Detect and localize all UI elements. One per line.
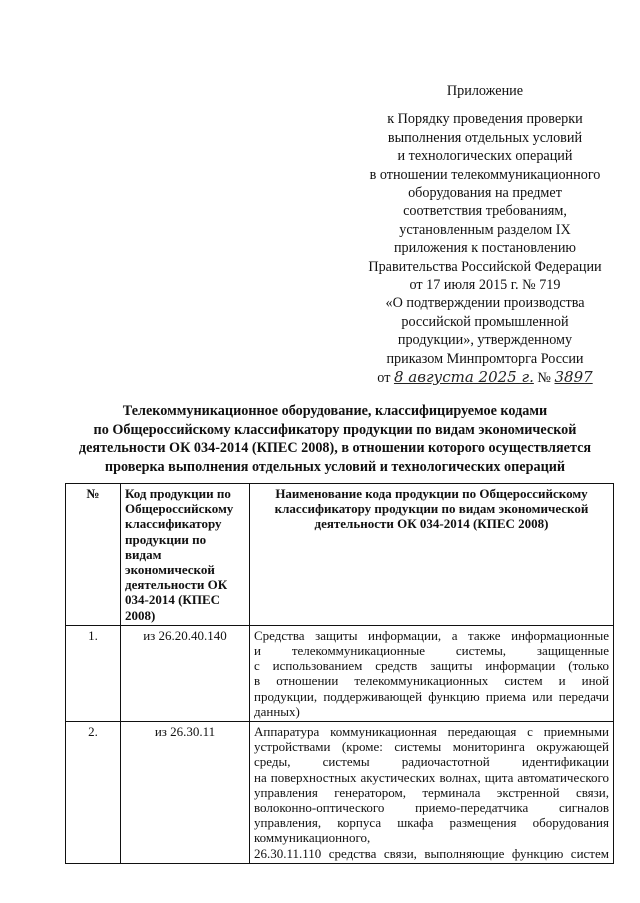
appendix-line: приложения к постановлению bbox=[393, 240, 577, 257]
row-description bbox=[250, 625, 614, 721]
appendix-line: соответствия требованиям, bbox=[403, 203, 567, 220]
header-name: Наименование кода продукции по Общероссийскому классификатору продукции по видам экономической деятельности ОК 034-2014 (КПЕС 2008) bbox=[250, 484, 614, 626]
description-line: управления, корпуса шкафа размещения оборудования bbox=[254, 815, 609, 831]
heading-line: деятельности ОК 034-2014 (КПЕС 2008), в отношении которого осуществляется bbox=[78, 440, 592, 457]
appendix-title: Приложение bbox=[446, 83, 524, 99]
description-line: управления генератором, терминала экстренной связи, bbox=[254, 784, 609, 800]
description-line: данных) bbox=[254, 703, 300, 719]
description-line: и телекоммуникационные системы, защищенные bbox=[254, 643, 609, 659]
appendix-line: российской промышленной bbox=[401, 313, 569, 330]
row-code: из 26.20.40.140 bbox=[121, 625, 250, 721]
description-line: на поверхностных акустических волнах, щита автоматического bbox=[254, 769, 609, 785]
description-line: Средства защиты информации, а также информационные bbox=[254, 627, 609, 643]
table-header-row bbox=[66, 484, 614, 626]
header-code: Код продукции по Общероссийскому классификатору продукции по видам экономической деятельности ОК 034-2014 (КПЕС 2008) bbox=[121, 484, 250, 626]
appendix-block bbox=[355, 82, 615, 388]
description-line: с использованием средств защиты информации (только bbox=[254, 658, 609, 674]
description-line: Аппаратура коммуникационная передающая с приемными bbox=[254, 724, 609, 740]
row-number: 1. bbox=[66, 625, 121, 721]
order-reference bbox=[355, 368, 615, 387]
description-line: коммуникационного, bbox=[254, 830, 371, 846]
handwritten-order-number: 3897 bbox=[554, 368, 593, 387]
appendix-line: оборудования на предмет bbox=[408, 185, 562, 202]
table-row bbox=[66, 722, 614, 864]
order-number-label: № bbox=[537, 370, 551, 387]
row-number: 2. bbox=[66, 722, 121, 864]
appendix-line: приказом Минпромторга России bbox=[386, 350, 584, 367]
appendix-line: установленным разделом IX bbox=[399, 221, 571, 238]
heading-line: по Общероссийскому классификатору продукции по видам экономической bbox=[93, 421, 577, 438]
appendix-line: «О подтверждении производства bbox=[385, 295, 585, 312]
appendix-line: выполнения отдельных условий bbox=[387, 129, 583, 146]
codes-table bbox=[65, 483, 614, 864]
row-code: из 26.30.11 bbox=[121, 722, 250, 864]
appendix-line: и технологических операций bbox=[397, 148, 573, 165]
appendix-line: в отношении телекоммуникационного bbox=[369, 166, 601, 183]
handwritten-order-date: 8 августа 2025 г. bbox=[393, 368, 534, 387]
appendix-line: Правительства Российской Федерации bbox=[368, 258, 602, 275]
appendix-line: продукции», утвержденному bbox=[397, 332, 573, 349]
description-line: продукции, поддерживающей функцию приема или передачи bbox=[254, 688, 609, 704]
header-number: № bbox=[66, 484, 121, 626]
description-line: в отношении телекоммуникационных систем и иной bbox=[254, 673, 609, 689]
heading-line: Телекоммуникационное оборудование, классифицируемое кодами bbox=[122, 403, 548, 419]
heading-line: проверка выполнения отдельных условий и технологических операций bbox=[104, 458, 566, 475]
description-line: волоконно-оптического приемо-передатчика сигналов bbox=[254, 800, 609, 816]
description-line: 26.30.11.110 средства связи, выполняющие функцию систем bbox=[254, 845, 609, 861]
document-heading bbox=[75, 402, 595, 476]
order-prefix: от bbox=[377, 370, 391, 387]
appendix-line: от 17 июля 2015 г. № 719 bbox=[409, 277, 561, 294]
table-row bbox=[66, 625, 614, 721]
description-line: среды, системы радиочастотной идентификации bbox=[254, 754, 609, 770]
description-line: устройствами (кроме: системы мониторинга окружающей bbox=[254, 739, 609, 755]
appendix-line: к Порядку проведения проверки bbox=[387, 111, 583, 128]
row-description bbox=[250, 722, 614, 864]
